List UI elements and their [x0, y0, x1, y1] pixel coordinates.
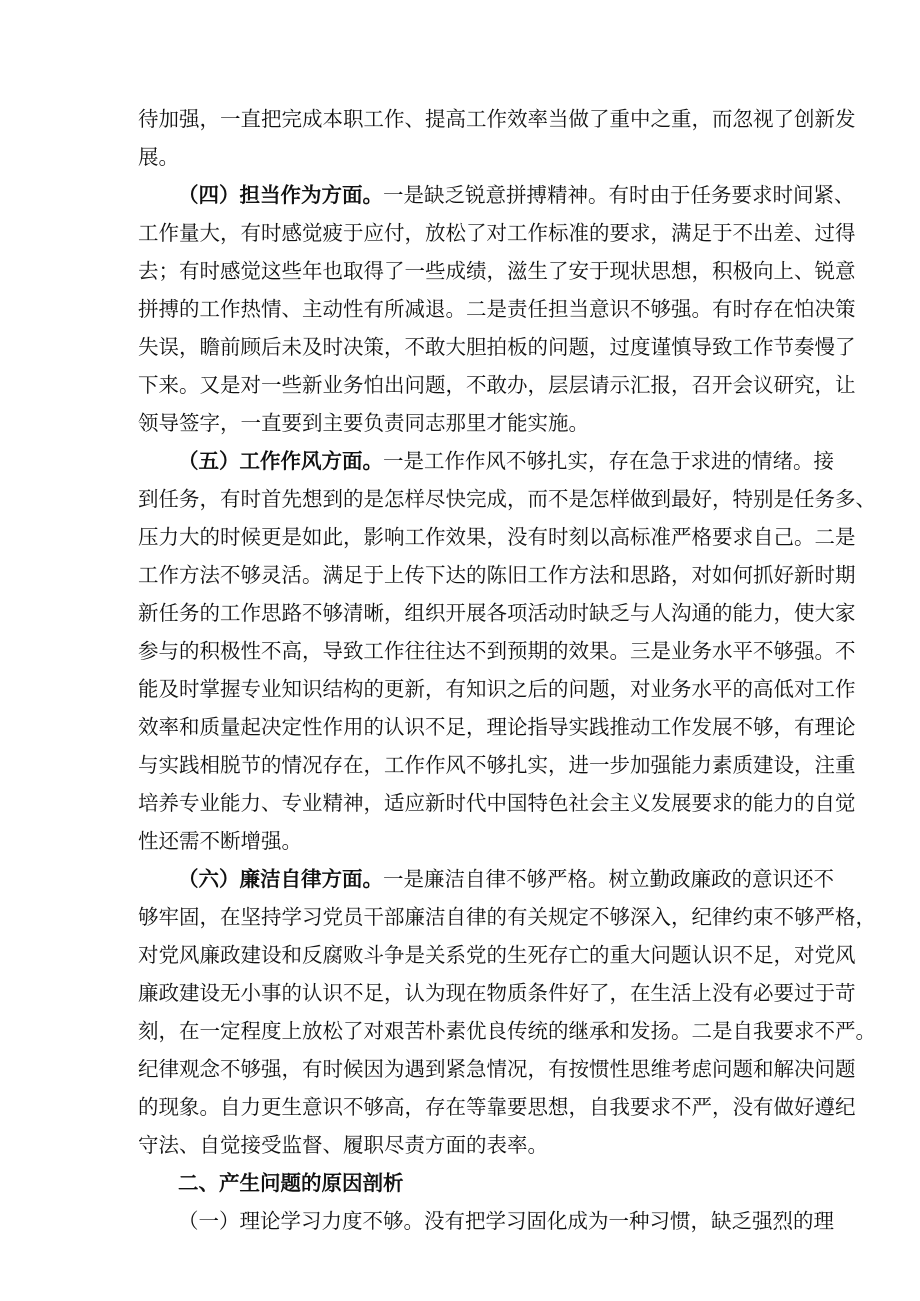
text-line: 下来。又是对一些新业务怕出问题，不敢办，层层请示汇报，召开会议研究，让 — [138, 373, 856, 397]
text-line: 性还需不断增强。 — [138, 829, 302, 853]
text-run: 一是廉洁自律不够严格。树立勤政廉政的意识还不 — [383, 867, 834, 891]
text-run: 一是缺乏锐意拼搏精神。有时由于任务要求时间紧、 — [383, 183, 855, 207]
text-line: 培养专业能力、专业精神，适应新时代中国特色社会主义发展要求的能力的自觉 — [138, 791, 856, 815]
text-line: 对党风廉政建设和反腐败斗争是关系党的生死存亡的重大问题认识不足，对党风 — [138, 943, 856, 967]
text-line: 能及时掌握专业知识结构的更新，有知识之后的问题，对业务水平的高低对工作 — [138, 677, 856, 701]
text-line: （一）理论学习力度不够。没有把学习固化成为一种习惯，缺乏强烈的理 — [178, 1209, 834, 1233]
text-run: 一是工作作风不够扎实，存在急于求进的情绪。接 — [383, 449, 834, 473]
text-line: 到任务，有时首先想到的是怎样尽快完成，而不是怎样做到最好，特别是任务多、 — [138, 487, 876, 511]
text-line: 效率和质量起决定性作用的认识不足，理论指导实践推动工作发展不够，有理论 — [138, 715, 856, 739]
text-line: 工作方法不够灵活。满足于上传下达的陈旧工作方法和思路，对如何抓好新时期 — [138, 563, 856, 587]
text-line: 的现象。自力更生意识不够高，存在等靠要思想，自我要求不严，没有做好遵纪 — [138, 1095, 856, 1119]
text-line: 失误，瞻前顾后未及时决策，不敢大胆拍板的问题，过度谨慎导致工作节奏慢了 — [138, 335, 856, 359]
text-line: 纪律观念不够强，有时候因为遇到紧急情况，有按惯性思维考虑问题和解决问题 — [138, 1057, 856, 1081]
text-line: 领导签字，一直要到主要负责同志那里才能实施。 — [138, 411, 589, 435]
text-line: 刻，在一定程度上放松了对艰苦朴素优良传统的继承和发扬。二是自我要求不严。 — [138, 1019, 876, 1043]
text-line: 拼搏的工作热情、主动性有所减退。二是责任担当意识不够强。有时存在怕决策 — [138, 297, 856, 321]
section-heading-five: （五）工作作风方面。 — [178, 449, 383, 473]
text-line: 守法、自觉接受监督、履职尽责方面的表率。 — [138, 1133, 548, 1157]
text-line: 工作量大，有时感觉疲于应付，放松了对工作标准的要求，满足于不出差、过得 — [138, 221, 856, 245]
section-heading-six: （六）廉洁自律方面。 — [178, 867, 383, 891]
text-line: 待加强，一直把完成本职工作、提高工作效率当做了重中之重，而忽视了创新发 — [138, 107, 856, 131]
section-heading-cause-analysis: 二、产生问题的原因剖析 — [178, 1171, 404, 1195]
text-line: 展。 — [138, 145, 179, 169]
text-line: 廉政建设无小事的认识不足，认为现在物质条件好了，在生活上没有必要过于苛 — [138, 981, 856, 1005]
text-line: 去；有时感觉这些年也取得了一些成绩，滋生了安于现状思想，积极向上、锐意 — [138, 259, 856, 283]
text-line: 新任务的工作思路不够清晰，组织开展各项活动时缺乏与人沟通的能力，使大家 — [138, 601, 856, 625]
text-line: 与实践相脱节的情况存在，工作作风不够扎实，进一步加强能力素质建设，注重 — [138, 753, 856, 777]
paragraph-five-first-line — [178, 442, 834, 480]
text-line: 压力大的时候更是如此，影响工作效果，没有时刻以高标准严格要求自己。二是 — [138, 525, 856, 549]
paragraph-four-first-line — [178, 176, 855, 214]
paragraph-six-first-line — [178, 860, 834, 898]
text-line: 够牢固，在坚持学习党员干部廉洁自律的有关规定不够深入，纪律约束不够严格， — [138, 905, 876, 929]
section-heading-four: （四）担当作为方面。 — [178, 183, 383, 207]
text-line: 参与的积极性不高，导致工作往往达不到预期的效果。三是业务水平不够强。不 — [138, 639, 856, 663]
